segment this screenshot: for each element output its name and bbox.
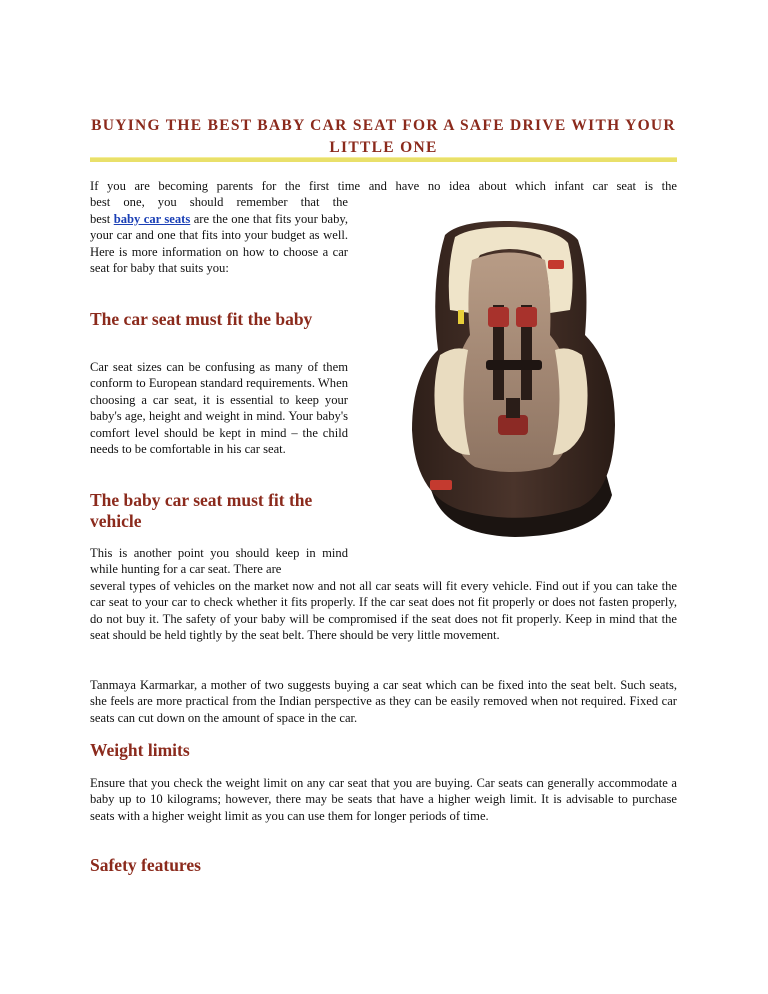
karmarkar-quote <box>90 677 677 726</box>
heading-fit-vehicle: The baby car seat must fit the vehicle <box>90 490 313 531</box>
heading-safety: Safety features <box>90 855 201 875</box>
heading-weight: Weight limits <box>90 740 190 760</box>
fit-vehicle-narrow <box>90 545 348 578</box>
section-fit-baby <box>90 309 348 330</box>
intro-line2: best one, you should remember that the <box>90 195 348 210</box>
intro-narrow <box>90 194 348 276</box>
weight-paragraph: Ensure that you check the weight limit on any car seat that you are buying. Car seats can generally accommodate a baby up to 10 kilograms; however, there may be seats that have a higher weigh limit. It is advisable to purchase seats with a higher weight limit as you can use them for longer periods of time. <box>90 776 677 823</box>
section-safety <box>90 855 677 876</box>
section-weight <box>90 740 677 761</box>
intro-pre-link: best <box>90 211 111 226</box>
fit-vehicle-wide-text: several types of vehicles on the market now and not all car seats will fit every vehicle. Find out if you can take the car seat to your car to check whether it fits properly. If the car seat does not fit properly or does not fasten properly, do not buy it. The safety of your baby will be compromised if the seat does not fit properly. Keep in mind that the seat should be held tightly by the seat belt. There should be very little movement. <box>90 579 677 643</box>
title-underline <box>90 157 677 162</box>
fit-vehicle-narrow-text: This is another point you should keep in mind while hunting for a car seat. There are <box>90 546 348 577</box>
section-fit-baby-body <box>90 359 348 457</box>
baby-car-seats-link[interactable]: baby car seats <box>113 211 191 226</box>
heading-fit-baby: The car seat must fit the baby <box>90 309 313 329</box>
section-weight-body <box>90 775 677 824</box>
fit-baby-paragraph: Car seat sizes can be confusing as many of them conform to European standard requirements. When choosing a car seat, it is essential to keep your baby's age, height and weight in mind. Your baby's comfort level should be kept in mind – the child needs to be comfortable in his car seat. <box>90 360 348 457</box>
intro-full-line <box>90 178 677 194</box>
car-seat-image <box>400 215 625 545</box>
document-title: BUYING THE BEST BABY CAR SEAT FOR A SAFE DRIVE WITH YOUR LITTLE ONE <box>91 117 676 156</box>
intro-post-link: are the one that fits your baby, your car and one that fits into your budget as well. Here is more information on how to choose a car seat for baby that suits you: <box>90 211 348 276</box>
intro-line1: If you are becoming parents for the first time and have no idea about which infant car seat is the <box>90 179 677 193</box>
quote-paragraph: Tanmaya Karmarkar, a mother of two suggests buying a car seat which can be fixed into the seat belt. Such seats, she feels are more practical from the Indian perspective as they can be easily removed when not required. Fixed car seats can cut down on the amount of space in the car. <box>90 678 677 725</box>
intro-paragraph <box>90 211 348 277</box>
section-fit-vehicle <box>90 490 348 532</box>
fit-vehicle-wide <box>90 578 677 644</box>
